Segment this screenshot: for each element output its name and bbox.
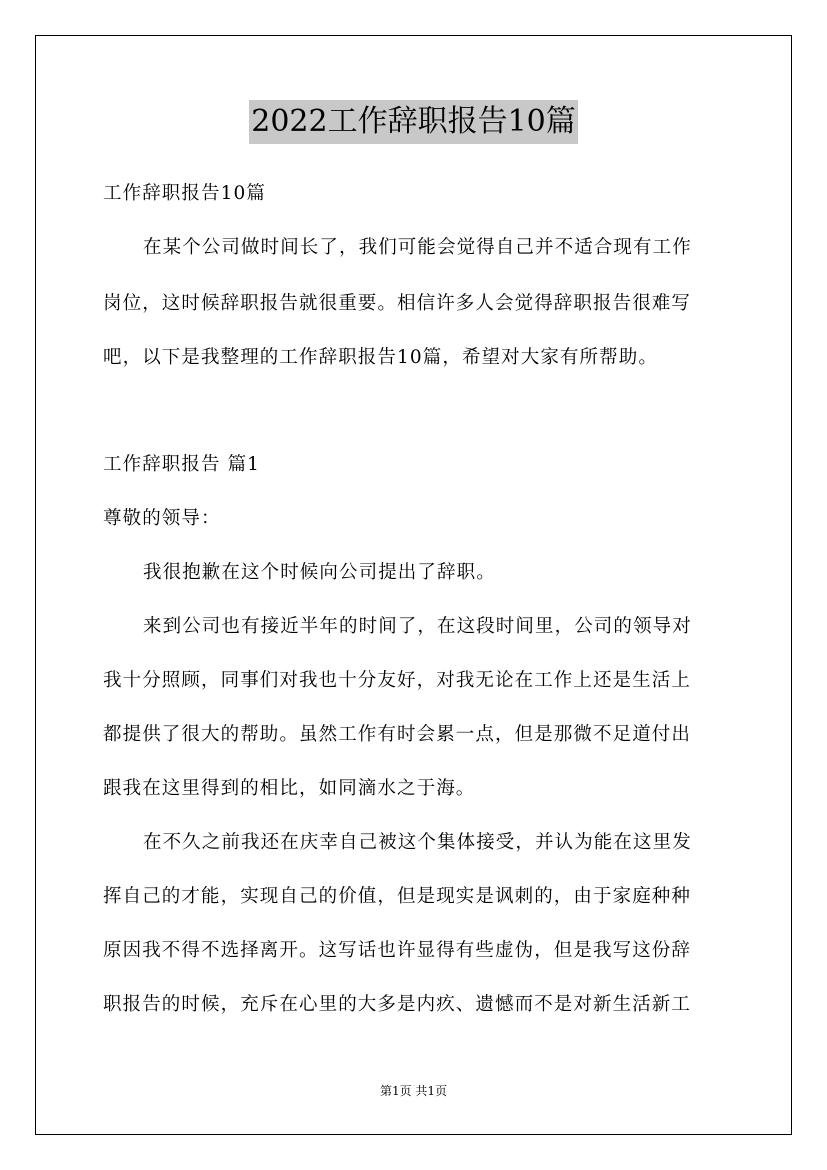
body-line-5: 跟我在这里得到的相比，如同滴水之于海。 [103,778,476,799]
intro-line-3: 吧，以下是我整理的工作辞职报告10篇，希望对大家有所帮助。 [103,347,658,368]
document-title [0,100,827,144]
document-title-text: 2022工作辞职报告10篇 [249,100,578,144]
body-line-7: 挥自己的才能，实现自己的价值，但是现实是讽刺的，由于家庭种种 [103,886,692,907]
body-line-9: 职报告的时候，充斥在心里的大多是内疚、遗憾而不是对新生活新工 [103,994,692,1015]
section-heading: 工作辞职报告 篇1 [103,454,261,475]
body-line-2: 来到公司也有接近半年的时间了，在这段时间里，公司的领导对 [143,616,692,637]
salutation: 尊敬的领导： [103,508,221,529]
body-line-4: 都提供了很大的帮助。虽然工作有时会累一点，但是那微不足道付出 [103,724,692,745]
body-line-3: 我十分照顾，同事们对我也十分友好，对我无论在工作上还是生活上 [103,670,692,691]
intro-line-2: 岗位，这时候辞职报告就很重要。相信许多人会觉得辞职报告很难写 [103,293,692,314]
body-line-1: 我很抱歉在这个时候向公司提出了辞职。 [143,562,496,583]
body-line-6: 在不久之前我还在庆幸自己被这个集体接受，并认为能在这里发 [143,832,692,853]
intro-line-1: 在某个公司做时间长了，我们可能会觉得自己并不适合现有工作 [143,237,692,258]
document-subtitle: 工作辞职报告10篇 [103,183,266,204]
body-line-8: 原因我不得不选择离开。这写话也许显得有些虚伪，但是我写这份辞 [103,940,692,961]
page-footer: 第1页 共1页 [379,1084,448,1098]
